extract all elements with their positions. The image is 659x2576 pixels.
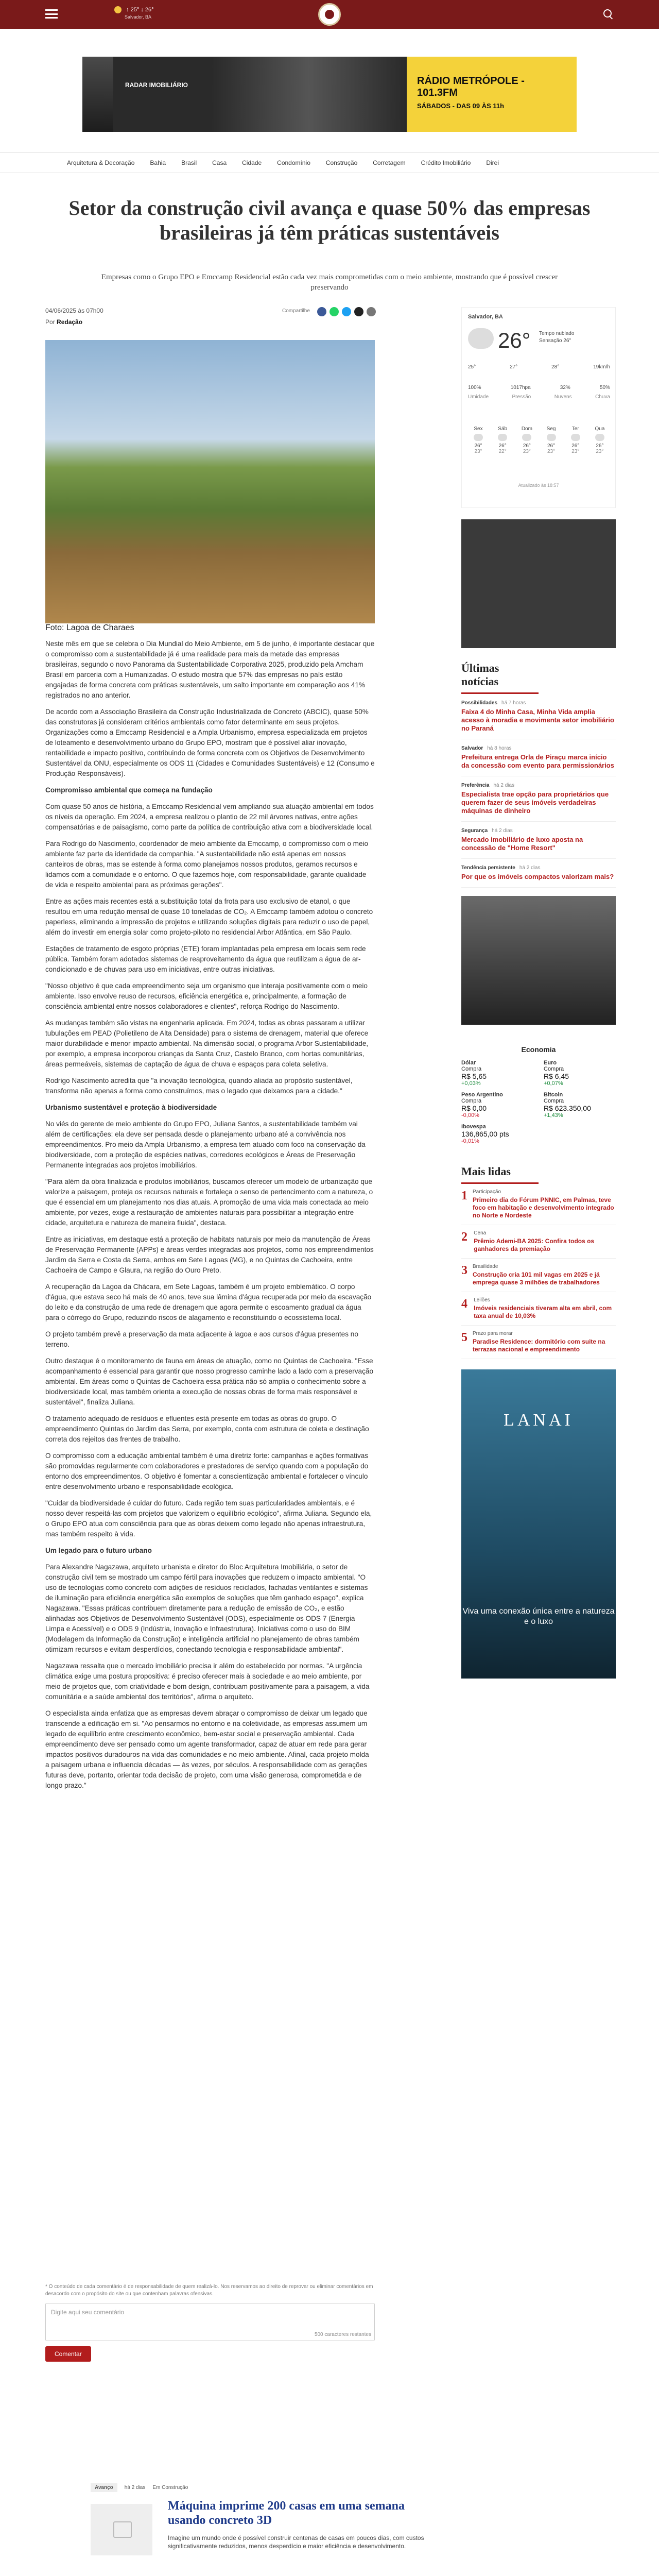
latest-news-item[interactable] (461, 859, 616, 888)
most-read-text (473, 1189, 616, 1219)
weather-clouds: 32% (560, 385, 570, 391)
header-city: Salvador, BA (125, 14, 152, 20)
author-name: Redação (57, 318, 83, 326)
most-read-text (474, 1230, 616, 1253)
article-subtitle: Empresas como o Grupo EPO e Emccamp Residencial estão cada vez mais comprometidas com o meio ambiente, mostrando que é possível crescer preservando (101, 273, 558, 292)
forecast-max: 26° (474, 443, 482, 449)
latest-news-item[interactable] (461, 739, 616, 776)
weather-forecast (468, 426, 610, 454)
forecast-min: 22° (498, 449, 507, 454)
forecast-max: 26° (523, 443, 531, 449)
weather-feel2: 28° (551, 364, 560, 370)
sidebar-ad[interactable] (461, 519, 616, 648)
paragraph: Estações de tratamento de esgoto próprias (ETE) foram implantadas pela empresa em locais sem rede pública. Também foram adotados sistemas de reaproveitamento da água que reutilizam a água de ar-condicionado e de chuvas para uso em iniciativas, entre outras iniciativas. (45, 945, 366, 973)
forecast-day (589, 426, 610, 454)
top-header (0, 0, 659, 29)
weather-temp: 26° (498, 328, 531, 352)
paragraph: O projeto também prevê a preservação da mata adjacente à lagoa e aos cursos d'água presentes no terreno. (45, 1330, 358, 1348)
economy-type: Compra (461, 1098, 482, 1104)
forecast-day-name: Sáb (498, 426, 508, 432)
banner-radio-title: RÁDIO METRÓPOLE - 101.3FM (417, 75, 525, 98)
economy-item (461, 1092, 533, 1118)
news-category: Possibilidades há 7 horas (461, 700, 526, 706)
most-read-item[interactable] (461, 1225, 616, 1259)
article-paragraphs (45, 639, 375, 1791)
economy-value: R$ 5,65 (461, 1072, 487, 1080)
most-read-rank: 4 (461, 1297, 467, 1311)
forecast-min: 23° (596, 449, 604, 454)
forecast-day-name: Ter (571, 426, 579, 432)
facebook-share-icon[interactable] (317, 307, 326, 316)
news-category: Preferência há 2 dias (461, 783, 515, 788)
economy-value: R$ 6,45 (544, 1072, 569, 1080)
most-read (461, 1165, 616, 1359)
most-read-list (461, 1184, 616, 1359)
cloud-icon (468, 328, 494, 349)
weather-rain: 50% (599, 385, 610, 391)
most-read-category: Cena (474, 1230, 487, 1236)
economy-name: Ibovespa (461, 1124, 486, 1130)
most-read-rank: 2 (461, 1230, 467, 1244)
paragraph: Para Alexandre Nagazawa, arquiteto urbanista e diretor do Bloc Arquitetura Imobiliária, o setor de construção civil tem se mostrado um campo fértil para inovações que reduzem o impacto ambiental. "O uso de tecnologias como concreto com adições de resíduos reciclados, fachadas ventilantes e sistemas de iluminação para eficiência energética são exemplos de soluções que têm ganhado espaço", explica Nagazawa. "Essas práticas contribuem diretamente para a redução de emissão de CO₂, e estão alinhadas aos Objetivos de Desenvolvimento Sustentável (ODS), especialmente os ODS 7 (Energia Limpa e Acessível) e o ODS 9 (Indústria, Inovação e Infraestrutura). Iniciativas como o uso do BIM (Modelagem da Informação da Construção) e inteligência artificial no planejamento de obras também otimizam recursos e evitam desperdícios, conectando tecnologia e responsabilidade ambiental". (45, 1563, 368, 1653)
paragraph: Para Rodrigo do Nascimento, coordenador de meio ambiente da Emccamp, o compromisso com o meio ambiente faz parte da identidade da companhia. "A sustentabilidade não está apenas em nossos canteiros de obras, mas se estende à forma como planejamos nossos produtos, geramos recursos e lidamos com a comunidade e o entorno. O que fazemos hoje, com responsabilidade, garante qualidade de vida e respeito ambiental para as próximas gerações". (45, 840, 369, 889)
news-title[interactable]: Por que os imóveis compactos valorizam mais? (461, 873, 614, 880)
most-read-category: Prazo para morar (473, 1331, 513, 1336)
forecast-day (492, 426, 513, 454)
most-read-text (473, 1264, 616, 1286)
weather-updated: Atualizado às 18:57 (518, 483, 559, 488)
economy-name: Euro (544, 1060, 557, 1066)
news-category: Tendência persistente há 2 dias (461, 865, 541, 871)
most-read-item[interactable] (461, 1259, 616, 1292)
economy-item (461, 1124, 533, 1144)
image-caption: Foto: Lagoa de Charaes (45, 623, 134, 632)
news-time: há 8 horas (487, 745, 512, 751)
cloud-icon (474, 434, 483, 441)
economy-item (461, 1060, 533, 1087)
nav-item[interactable]: Brasil (181, 159, 197, 166)
most-read-title[interactable]: Construção cria 101 mil vagas em 2025 e já emprega quase 3 milhões de trabalhadores (473, 1271, 600, 1286)
forecast-min: 23° (523, 449, 531, 454)
lanai-slogan: Viva uma conexão única entre a natureza e o luxo (462, 1607, 615, 1626)
weather-city: Salvador, BA (468, 314, 503, 320)
paragraph: Rodrigo Nascimento acredita que "a inovação tecnológica, quando aliada ao propósito sustentável, transforma não apenas a forma como construímos, mas o legado que deixamos para a cidade." (45, 1077, 353, 1095)
economy-value: 136,865,00 pts (461, 1130, 509, 1138)
most-read-category: Participação (473, 1189, 501, 1195)
most-read-item[interactable] (461, 1326, 616, 1359)
economy-change: -0,01% (461, 1138, 479, 1144)
paragraph: De acordo com a Associação Brasileira da Construção Industrializada de Concreto (ABCIC), quase 50% das construtoras já consideram critérios ambientais como fator determinante em seus projetos. Organizações como a Emccamp Residencial e a Ampla Urbanismo, empresa especializada em projetos de loteamento e desenvolvimento urbano do Grupo EPO, mostram que é possível aliar inovação, rentabilidade e impacto positivo, contribuindo de forma concreta com os Objetivos de Desenvolvimento Sustentável da ONU, especialmente os ODS 11 (Cidades e Comunidades Sustentáveis) e 12 (Consumo e Produção Responsáveis). (45, 708, 375, 777)
comment-submit-button[interactable]: Comentar (45, 2346, 91, 2362)
banner-brand: RADAR IMOBILIÁRIO (125, 81, 188, 89)
related-section: Em Construção (152, 2485, 188, 2490)
economy-grid (461, 1060, 616, 1144)
weather-pressure: 1017hpa (510, 385, 531, 391)
lanai-brand: LANAI (504, 1411, 574, 1430)
copy-link-icon[interactable] (367, 307, 376, 316)
most-read-title: Mais lidas (461, 1165, 539, 1184)
header-weather (114, 6, 154, 21)
banner-radio-schedule: SÁBADOS - DAS 09 ÀS 11h (417, 102, 505, 110)
temp-min: ↓ 26° (141, 7, 154, 13)
author-prefix: Por (45, 318, 55, 326)
paragraph: Nagazawa ressalta que o mercado imobiliário precisa ir além do estabelecido por normas. "A urgência climática exige uma postura propositiva: é preciso oferecer mais à sociedade e ao meio ambiente, por meio de projetos que, com criatividade e bom design, contribuam positivamente para a paisagem, a vida comunitária e a saúde ambiental dos territórios", afirma o arquiteto. (45, 1662, 370, 1701)
paragraph: Outro destaque é o monitoramento de fauna em áreas de atuação, como no Quintas de Cachoeira. "Esse acompanhamento é essencial para garantir que nosso progresso caminhe lado a lado com a preservação ambiental. Em áreas como o Quintas de Cachoeira essa prática não só amplia o conhecimento sobre a biodiversidade local, mas também orienta a execução de nossas obras de forma mais responsável e sustentável", finaliza Juliana. (45, 1357, 374, 1406)
related-desc: Imagine um mundo onde é possível construir centenas de casas em poucos dias, com custos significativamente reduzidos, menos desperdício e maior eficiência e desenvolvimento. (168, 2534, 424, 2550)
latest-news-list (461, 694, 616, 888)
weather-min: 25° (468, 364, 476, 370)
weather-condition (539, 330, 574, 345)
nav-item[interactable]: Direi (486, 159, 499, 166)
forecast-day-name: Seg (546, 426, 556, 432)
cloud-icon (498, 434, 507, 441)
weather-condition-text: Tempo nublado (539, 331, 575, 336)
sidebar-ad-2[interactable] (461, 896, 616, 1025)
nav-item[interactable]: Arquitetura & Decoração (67, 159, 135, 166)
menu-icon[interactable] (45, 9, 58, 19)
nav-item[interactable]: Corretagem (373, 159, 406, 166)
comments-disclaimer: * O conteúdo de cada comentário é de responsabilidade de quem realizá-lo. Nos reservamos ao direito de reprovar ou eliminar comentários em desacordo com o propósito do site ou que contenham palavras ofensivas. (45, 2284, 373, 2297)
forecast-max: 26° (596, 443, 604, 449)
paragraph: Neste mês em que se celebra o Dia Mundial do Meio Ambiente, em 5 de junho, é importante destacar que o compromisso com a sustentabilidade já é uma realidade para mais da metade das empresas brasileiras, segundo o novo Panorama da Sustentabilidade Corporativa 2025, produzido pela Amcham Brasil em parceria com a Humanizadas. O estudo mostra que 57% das empresas no país estão engajadas de forma concreta com práticas sustentáveis, um salto importante em comparação aos 41% registrados no ano anterior. (45, 640, 375, 699)
related-articles (91, 2483, 441, 2576)
section-heading: Compromisso ambiental que começa na fundação (45, 786, 213, 794)
related-item[interactable] (91, 2483, 441, 2576)
comments-section (45, 2283, 375, 2361)
nav-item[interactable]: Condomínio (277, 159, 310, 166)
economy-value: R$ 0,00 (461, 1104, 487, 1112)
lanai-ad[interactable] (461, 1369, 616, 1679)
cloud-icon (595, 434, 604, 441)
image-placeholder-icon (91, 2504, 152, 2555)
forecast-day-name: Qua (595, 426, 605, 432)
economy-type: Compra (461, 1066, 482, 1072)
most-read-item[interactable] (461, 1292, 616, 1326)
banner-presenter-image (211, 57, 407, 132)
most-read-category: Leilões (474, 1297, 490, 1303)
most-read-rank: 1 (461, 1189, 467, 1202)
sun-icon (114, 6, 122, 13)
most-read-text (473, 1331, 616, 1353)
weather-stats (468, 385, 610, 391)
section-heading: Urbanismo sustentável e proteção à biodiversidade (45, 1104, 217, 1111)
related-time: há 2 dias (124, 2485, 146, 2490)
economy-title: Economia (521, 1045, 556, 1054)
nav-item[interactable]: Casa (212, 159, 227, 166)
economy-change: -0,00% (461, 1112, 479, 1118)
share-label: Compartilhe (282, 308, 310, 314)
weather-humidity: 100% (468, 385, 481, 391)
economy-change: +1,43% (544, 1112, 563, 1118)
news-title[interactable]: Especialista trae opção para proprietários que querem fazer de seus imóveis verdadeiras máquinas de dinheiro (461, 790, 609, 815)
most-read-title[interactable]: Prêmio Ademi-BA 2025: Confira todos os ganhadores da premiação (474, 1238, 595, 1252)
latest-news-title: Últimas notícias (461, 662, 539, 694)
economy-name: Bitcoin (544, 1092, 563, 1098)
most-read-rank: 3 (461, 1264, 467, 1277)
news-title[interactable]: Faixa 4 do Minha Casa, Minha Vida amplia acesso à moradia e movimenta setor imobiliário no Paraná (461, 708, 614, 732)
most-read-title[interactable]: Primeiro dia do Fórum PNNIC, em Palmas, teve foco em habitação e desenvolvimento integrado no Norte e Nordeste (473, 1196, 614, 1219)
forecast-max: 26° (547, 443, 556, 449)
category-nav (0, 152, 659, 173)
forecast-day (541, 426, 562, 454)
economy-value: R$ 623.350,00 (544, 1104, 591, 1112)
cloud-icon (522, 434, 531, 441)
weather-stat-labels (468, 394, 610, 400)
top-ad-banner[interactable] (82, 57, 577, 132)
label-pressure: Pressão (512, 394, 531, 400)
latest-news-item[interactable] (461, 822, 616, 859)
economy-item (544, 1092, 616, 1118)
paragraph: "Nosso objetivo é que cada empreendimento seja um organismo que interaja positivamente com o meio ambiente. Isso envolve reuso de recursos, eficiência energética e, principalmente, a formação de consciência ambiental entre nossos colaboradores e clientes", reforça Rodrigo do Nascimento. (45, 982, 368, 1010)
article-body (45, 340, 375, 1791)
latest-news-item[interactable] (461, 694, 616, 739)
related-tag: Avanço (91, 2483, 117, 2492)
paragraph: Entre as ações mais recentes está a substituição total da frota para uso exclusivo de etanol, o que resultou em uma redução mensal de quase 10 toneladas de CO₂. A Emccamp também adotou o concreto paperless, eliminando a impressão de projetos e utilizando soluções digitais para reduzir o uso de papel, além do investir em energia solar como projeto-piloto no residencial Arbor Atlântica, em São Paulo. (45, 897, 373, 936)
telegram-share-icon[interactable] (342, 307, 351, 316)
economy-change: +0,03% (461, 1080, 481, 1087)
nav-item[interactable]: Bahia (150, 159, 166, 166)
weather-max: 27° (510, 364, 518, 370)
economy-name: Dólar (461, 1060, 476, 1066)
search-icon[interactable] (603, 9, 612, 18)
weather-wind: 19km/h (593, 364, 610, 370)
forecast-max: 26° (498, 443, 507, 449)
economy-type: Compra (544, 1098, 564, 1104)
most-read-title[interactable]: Imóveis residenciais tiveram alta em abril, com taxa anual de 10,03% (474, 1304, 612, 1319)
label-humidity: Umidade (468, 394, 489, 400)
latest-news-item[interactable] (461, 776, 616, 822)
paragraph: O tratamento adequado de resíduos e efluentes está presente em todas as obras do grupo. O empreendimento Quintas do Jardim das Serra, por exemplo, conta com estrutura de coleta e destinação correta dos rejeitos das frentes de trabalho. (45, 1415, 369, 1443)
paragraph: No viés do gerente de meio ambiente do Grupo EPO, Juliana Santos, a sustentabilidade também vai além de certificações: ela deve ser pensada desde o planejamento urbano até a convivência nos empreendimentos. Pro meio da Ampla Urbanismo, a empresa tem atuado com foco na conservação da biodiversidade, com a proteção de espécies nativas, corredores ecológicos e Áreas de Preservação Permanente integradas aos projetos imobiliários. (45, 1120, 366, 1169)
article-author (45, 318, 82, 326)
comment-placeholder: Digite aqui seu comentário (51, 2309, 125, 2316)
x-share-icon[interactable] (354, 307, 363, 316)
nav-item[interactable]: Construção (325, 159, 358, 166)
related-tags (91, 2483, 441, 2492)
paragraph: As mudanças também são vistas na engenharia aplicada. Em 2024, todas as obras passaram a utilizar tubulações em PEAD (Polietileno de Alta Densidade) para o sistema de drenagem, material que oferece maior durabilidade e menor impacto ambiental. Na dimensão social, o programa Arbor Sustentabilidade, por exemplo, a empresa incorporou crianças da Santa Cruz, Castelo Branco, com hortas comunitárias, áreas permeáveis, sistemas de captação de água de chuva e espaços para coleta seletiva. (45, 1019, 369, 1068)
news-category: Salvador há 8 horas (461, 745, 512, 751)
economy-change: +0,07% (544, 1080, 563, 1087)
site-logo[interactable] (318, 3, 341, 26)
article-title: Setor da construção civil avança e quase 50% das empresas brasileiras já têm práticas sustentáveis (68, 196, 591, 244)
forecast-day-name: Sex (474, 426, 483, 432)
news-time: há 2 dias (519, 865, 541, 871)
paragraph: A recuperação da Lagoa da Chácara, em Sete Lagoas, também é um projeto emblemático. O corpo d'água, que estava seco há mais de 40 anos, teve sua lâmina d'água recuperada por meio da escavação do leito e da construção de uma rede de drenagem que agora permite o escoamento gradual da água para o córrego do Grupo, reduzindo riscos de alagamento e reconstituindo o ecossistema local. (45, 1283, 372, 1321)
paragraph: "Para além da obra finalizada e produtos imobiliários, buscamos oferecer um modelo de urbanização que valorize a paisagem, proteja os recursos naturais e fortaleça o senso de pertencimento com a natureza, o que é essencial em um planejamento nos dias atuais. A promoção de uma vida mais conectada ao meio ambiente, por vezes, exige a restauração de ambientes naturais para possibilitar a integração entre cidade, arquitetura e natureza de maneira fluida", destaca. (45, 1178, 373, 1227)
news-time: há 2 dias (493, 783, 515, 788)
most-read-item[interactable] (461, 1184, 616, 1225)
article-hero-image (45, 340, 375, 623)
economy-name: Peso Argentino (461, 1092, 503, 1098)
forecast-day-name: Dom (521, 426, 532, 432)
news-category: Segurança há 2 dias (461, 828, 513, 834)
economy-item (544, 1060, 616, 1087)
paragraph: Entre as iniciativas, em destaque está a proteção de habitats naturais por meio da manutenção de Áreas de Preservação Permanente (APPs) e áreas verdes integradas aos projetos, como nos empreendimentos Jardim da Serra e Costa da Serra, ambos em Sete Lagoas (MG), e no Quintas de Cachoeira, entre Cachoeira de Campo e Glaura, na região do Ouro Preto. (45, 1235, 374, 1274)
most-read-title[interactable]: Paradise Residence: dormitório com suite na terrazas nacional e empreendimento (473, 1338, 605, 1353)
forecast-min: 23° (571, 449, 580, 454)
comment-input[interactable] (45, 2303, 375, 2341)
forecast-day (516, 426, 537, 454)
forecast-day (468, 426, 489, 454)
banner-building-image (82, 57, 113, 132)
forecast-day (565, 426, 586, 454)
temp-max: ↑ 25° (126, 7, 140, 13)
article-meta (45, 307, 375, 338)
economy-type: Compra (544, 1066, 564, 1072)
news-time: há 7 horas (501, 700, 526, 706)
forecast-max: 26° (571, 443, 580, 449)
paragraph: O especialista ainda enfatiza que as empresas devem abraçar o compromisso de deixar um legado que transcende a edificação em si. "Ao pensarmos no entorno e na coletividade, as empresas assumem um legado de equilíbrio entre crescimento econômico, bem-estar social e preservação ambiental. Cada empreendimento deve ser pensado como um agente transformador, capaz de atuar em rede para gerar impactos positivos duradouros na vida das comunidades e no meio ambiente. Afinal, cada projeto molda a paisagem urbana e influencia décadas — às vezes, por séculos. A responsabilidade com as gerações futuras deve, portanto, orientar toda decisão de projeto, com uma visão generosa, comprometida e de longo prazo." (45, 1709, 369, 1789)
paragraph: Com quase 50 anos de história, a Emccamp Residencial vem ampliando sua atuação ambiental em todos os níveis da operação. Em 2024, a empresa realizou o plantio de 22 mil árvores nativas, entre ações compensatórias e de paisagismo, como parte da política de contribuição ativa com a biodiversidade local. (45, 803, 374, 831)
forecast-min: 23° (547, 449, 556, 454)
paragraph: O compromisso com a educação ambiental também é uma diretriz forte: campanhas e ações formativas são promovidas regularmente com colaboradores e prestadores de serviço quando com a população do entorno dos empreendimentos. O objetivo é fomentar a conscientização ambiental e fortalecer o vínculo entre desenvolvimento urbano e responsabilidade ecológica. (45, 1452, 369, 1490)
whatsapp-share-icon[interactable] (330, 307, 339, 316)
most-read-rank: 5 (461, 1331, 467, 1344)
label-rain: Chuva (595, 394, 610, 400)
news-title[interactable]: Prefeitura entrega Orla de Piraçu marca início da concessão com evento para permissionários (461, 753, 614, 769)
news-title[interactable]: Mercado imobiliário de luxo aposta na concessão de "Home Resort" (461, 836, 583, 852)
most-read-category: Brasilidade (473, 1264, 498, 1269)
comment-char-counter: 500 caracteres restantes (314, 2332, 371, 2337)
weather-feels: Sensação 26° (539, 338, 571, 344)
cloud-icon (571, 434, 580, 441)
news-time: há 2 dias (492, 828, 513, 834)
article-date: 04/06/2025 às 07h00 (45, 307, 103, 314)
nav-item[interactable]: Crédito Imobiliário (421, 159, 471, 166)
weather-widget (461, 307, 616, 508)
most-read-text (474, 1297, 616, 1320)
section-heading: Um legado para o futuro urbano (45, 1547, 152, 1554)
label-clouds: Nuvens (554, 394, 572, 400)
cloud-icon (547, 434, 556, 441)
forecast-min: 23° (474, 449, 482, 454)
sidebar (461, 307, 616, 1679)
paragraph: "Cuidar da biodiversidade é cuidar do futuro. Cada região tem suas particularidades ambientais, e é nosso dever respeitá-las com projetos que valorizem o equilíbrio ecológico", afirma Juliana. Segundo ela, o Grupo EPO atua com consciência para que as obras deixem como legado não apenas infraestrutura, mas também respeito à vida. (45, 1499, 372, 1538)
nav-item[interactable]: Cidade (242, 159, 262, 166)
banner-radio (407, 57, 577, 132)
related-title[interactable]: Máquina imprime 200 casas em uma semana usando concreto 3D (168, 2499, 405, 2527)
weather-minmax (468, 364, 610, 370)
